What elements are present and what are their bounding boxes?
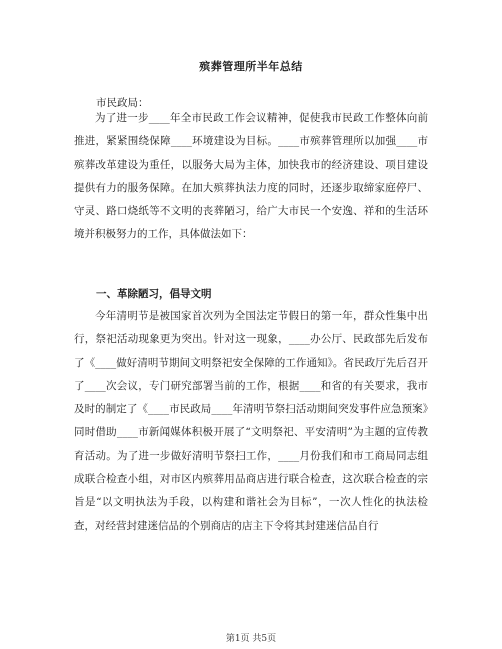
document-title: 殡葬管理所半年总结 <box>199 60 303 73</box>
paragraph-section-1: 今年清明节是被国家首次列为全国法定节假日的第一年，群众性集中出行，祭祀活动现象更为突出。针对这一现象，____办公厅、民政部先后发布了《____做好清明节期间文明祭祀安全保障的工作通知》。省民政厅先后召开了____次会议，专门研究部署当前的工作，根据____和省的有关要求，我市及时的制定了《____市民政局____年清明节祭扫活动期间突发事件应急预案》同时借助____市新闻媒体积极开展了“文明祭祀、平安清明”为主题的宣传教育活动。为了进一步做好清明节祭扫工作，____月份我们和市工商局同志组成联合检查小组，对市区内殡葬用品商店进行联合检查，这次联合检查的宗旨是“以文明执法为手段，以构建和谐社会为目标”，一次人性化的执法检查，对经营封建迷信品的个别商店的店主下令将其封建迷信品自行 <box>74 310 428 532</box>
page-footer: 第1页 共5页 <box>225 634 277 644</box>
paragraph-intro: 为了进一步____年全市民政工作会议精神，促使我市民政工作整体向前推进，紧紧围绕保障____环境建设为目标。____市殡葬管理所以加强____市殡葬改革建设为重任，以服务大局为主体，加快我市的经济建设、项目建设提供有力的服务保障。在加大殡葬执法力度的同时，还逐步取缔家庭停尸、守灵、路口烧纸等不文明的丧葬陋习，给广大市民一个安逸、祥和的生活环境并积极努力的工作，具体做法如下： <box>74 112 428 241</box>
section-heading-1: 一、革除陋习，倡导文明 <box>96 288 212 300</box>
salutation: 市民政局： <box>96 97 149 109</box>
